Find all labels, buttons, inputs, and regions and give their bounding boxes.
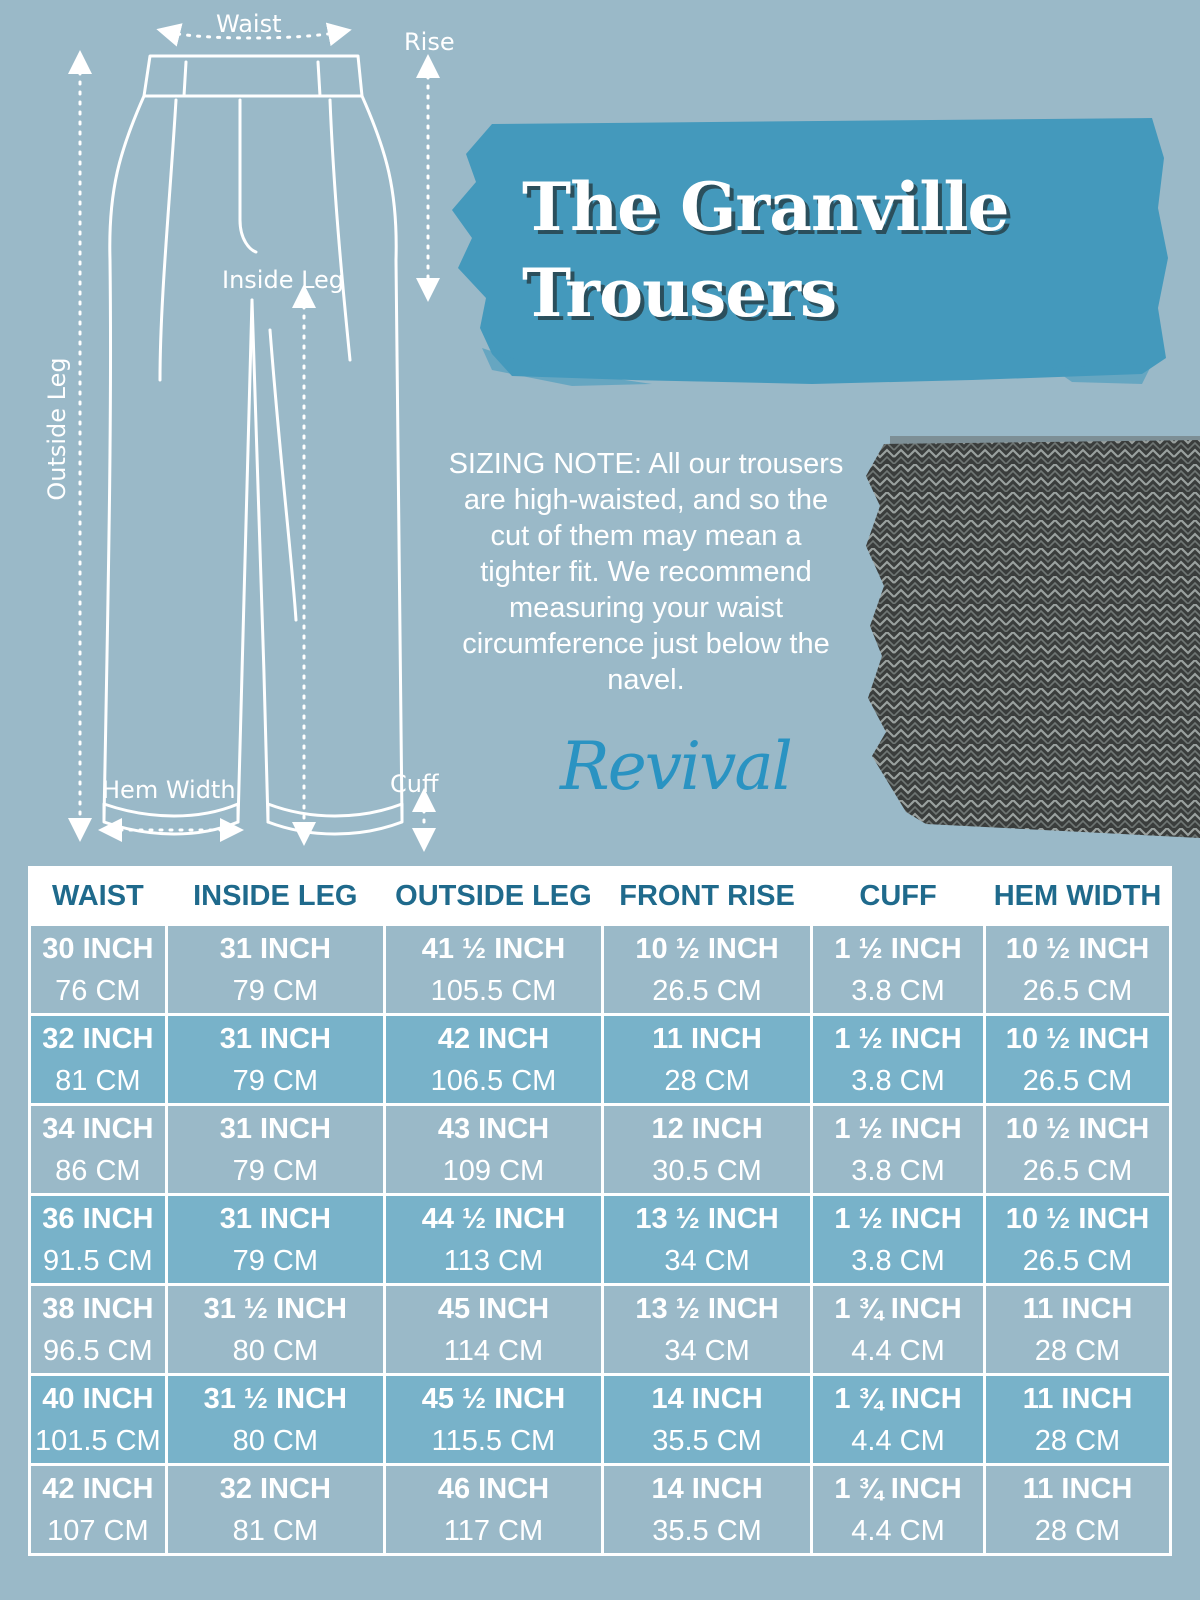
table-row <box>30 1465 1171 1555</box>
table-cell: 44 ½ INCH 113 CM <box>384 1195 602 1285</box>
table-cell: 13 ½ INCH 34 CM <box>603 1195 812 1285</box>
table-cell: 42 INCH 106.5 CM <box>384 1015 602 1105</box>
table-cell: 12 INCH 30.5 CM <box>603 1105 812 1195</box>
waist-label: Waist <box>216 10 282 38</box>
table-cell: 1 ¾ INCH 4.4 CM <box>812 1375 985 1465</box>
table-cell: 10 ½ INCH 26.5 CM <box>985 925 1171 1015</box>
table-cell: 30 INCH 76 CM <box>30 925 167 1015</box>
table-row <box>30 925 1171 1015</box>
inside-leg-label: Inside Leg <box>222 266 345 294</box>
table-cell: 11 INCH 28 CM <box>985 1465 1171 1555</box>
table-cell: 13 ½ INCH 34 CM <box>603 1285 812 1375</box>
table-cell: 10 ½ INCH 26.5 CM <box>985 1105 1171 1195</box>
table-cell: 45 ½ INCH 115.5 CM <box>384 1375 602 1465</box>
title-line-1: The Granville <box>522 168 1009 246</box>
table-cell: 43 INCH 109 CM <box>384 1105 602 1195</box>
header-cuff: CUFF <box>812 868 985 925</box>
table-cell: 10 ½ INCH 26.5 CM <box>603 925 812 1015</box>
table-cell: 32 INCH 81 CM <box>30 1015 167 1105</box>
table-row <box>30 1015 1171 1105</box>
brand-logo: Revival <box>560 728 791 805</box>
table-cell: 31 INCH 79 CM <box>166 925 384 1015</box>
table-cell: 1 ¾ INCH 4.4 CM <box>812 1285 985 1375</box>
table-cell: 38 INCH 96.5 CM <box>30 1285 167 1375</box>
table-cell: 1 ¾ INCH 4.4 CM <box>812 1465 985 1555</box>
table-cell: 31 ½ INCH 80 CM <box>166 1285 384 1375</box>
table-cell: 41 ½ INCH 105.5 CM <box>384 925 602 1015</box>
table-cell: 11 INCH 28 CM <box>985 1375 1171 1465</box>
table-cell: 1 ½ INCH 3.8 CM <box>812 925 985 1015</box>
table-cell: 10 ½ INCH 26.5 CM <box>985 1015 1171 1105</box>
table-cell: 14 INCH 35.5 CM <box>603 1375 812 1465</box>
size-chart-table <box>28 866 1172 1556</box>
table-cell: 10 ½ INCH 26.5 CM <box>985 1195 1171 1285</box>
hem-width-label: Hem Width <box>102 776 236 804</box>
header-outside-leg: OUTSIDE LEG <box>384 868 602 925</box>
table-cell: 1 ½ INCH 3.8 CM <box>812 1015 985 1105</box>
table-cell: 14 INCH 35.5 CM <box>603 1465 812 1555</box>
table-cell: 40 INCH 101.5 CM <box>30 1375 167 1465</box>
table-cell: 31 INCH 79 CM <box>166 1015 384 1105</box>
table-cell: 11 INCH 28 CM <box>603 1015 812 1105</box>
table-row <box>30 1195 1171 1285</box>
table-cell: 46 INCH 117 CM <box>384 1465 602 1555</box>
table-cell: 42 INCH 107 CM <box>30 1465 167 1555</box>
table-cell: 36 INCH 91.5 CM <box>30 1195 167 1285</box>
table-cell: 1 ½ INCH 3.8 CM <box>812 1105 985 1195</box>
table-row <box>30 1375 1171 1465</box>
title-line-2: Trousers <box>522 254 837 332</box>
rise-label: Rise <box>404 28 455 56</box>
table-cell: 32 INCH 81 CM <box>166 1465 384 1555</box>
table-cell: 1 ½ INCH 3.8 CM <box>812 1195 985 1285</box>
table-cell: 31 ½ INCH 80 CM <box>166 1375 384 1465</box>
header-hem-width: HEM WIDTH <box>985 868 1171 925</box>
header-waist: WAIST <box>30 868 167 925</box>
table-cell: 31 INCH 79 CM <box>166 1195 384 1285</box>
table-cell: 45 INCH 114 CM <box>384 1285 602 1375</box>
outside-leg-label: Outside Leg <box>43 357 71 501</box>
sizing-note: SIZING NOTE: All our trousers are high-waisted, and so the cut of them may mean a tighter fit. We recommend measuring your waist circumference just below the navel. <box>448 448 844 696</box>
header-inside-leg: INSIDE LEG <box>166 868 384 925</box>
table-cell: 11 INCH 28 CM <box>985 1285 1171 1375</box>
cuff-label: Cuff <box>390 770 439 798</box>
trousers-diagram <box>0 0 460 860</box>
table-cell: 34 INCH 86 CM <box>30 1105 167 1195</box>
table-row <box>30 1105 1171 1195</box>
table-cell: 31 INCH 79 CM <box>166 1105 384 1195</box>
table-row <box>30 1285 1171 1375</box>
fabric-swatch-image <box>866 436 1200 838</box>
header-front-rise: FRONT RISE <box>603 868 812 925</box>
page-title <box>522 164 1009 336</box>
table-header-row <box>30 868 1171 925</box>
